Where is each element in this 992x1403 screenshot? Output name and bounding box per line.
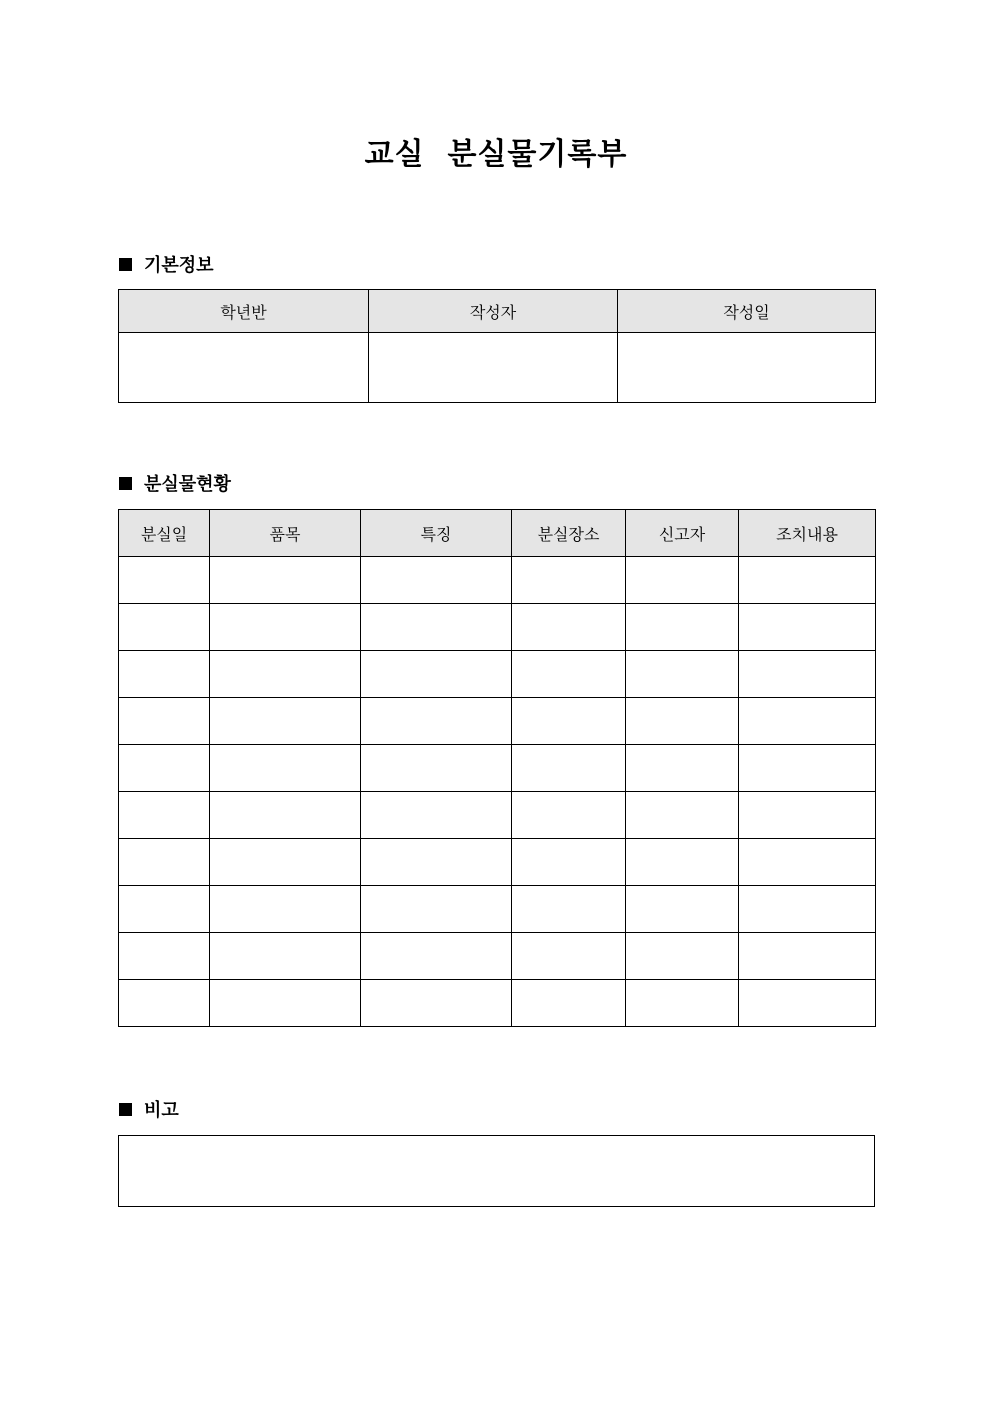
column-header-action: 조치내용: [739, 510, 876, 557]
action-cell[interactable]: [739, 839, 876, 886]
table-row: [119, 980, 876, 1027]
action-cell[interactable]: [739, 745, 876, 792]
lost-date-cell[interactable]: [119, 792, 210, 839]
table-row: [119, 604, 876, 651]
section-heading-label: 기본정보: [144, 255, 214, 276]
table-row: [119, 792, 876, 839]
lost-items-table: [118, 509, 876, 1027]
lost-date-cell[interactable]: [119, 839, 210, 886]
reporter-cell[interactable]: [626, 792, 739, 839]
square-bullet-icon: [119, 477, 132, 490]
item-cell[interactable]: [210, 886, 361, 933]
location-cell[interactable]: [512, 886, 626, 933]
table-row: [119, 651, 876, 698]
action-cell[interactable]: [739, 651, 876, 698]
date-cell[interactable]: [618, 333, 876, 403]
location-cell[interactable]: [512, 557, 626, 604]
location-cell[interactable]: [512, 792, 626, 839]
action-cell[interactable]: [739, 698, 876, 745]
column-header-author: 작성자: [369, 290, 618, 333]
lost-date-cell[interactable]: [119, 980, 210, 1027]
author-cell[interactable]: [369, 333, 618, 403]
reporter-cell[interactable]: [626, 839, 739, 886]
item-cell[interactable]: [210, 745, 361, 792]
item-cell[interactable]: [210, 557, 361, 604]
column-header-lost-date: 분실일: [119, 510, 210, 557]
location-cell[interactable]: [512, 698, 626, 745]
column-header-class: 학년반: [119, 290, 369, 333]
square-bullet-icon: [119, 1103, 132, 1116]
lost-date-cell[interactable]: [119, 745, 210, 792]
lost-date-cell[interactable]: [119, 933, 210, 980]
item-cell[interactable]: [210, 698, 361, 745]
features-cell[interactable]: [361, 792, 512, 839]
lost-date-cell[interactable]: [119, 557, 210, 604]
section-heading-label: 비고: [144, 1100, 179, 1121]
action-cell[interactable]: [739, 557, 876, 604]
lost-date-cell[interactable]: [119, 604, 210, 651]
page-title: 교실 분실물기록부: [364, 137, 628, 172]
column-header-features: 특징: [361, 510, 512, 557]
action-cell[interactable]: [739, 980, 876, 1027]
features-cell[interactable]: [361, 886, 512, 933]
section-heading-basic: [119, 251, 214, 277]
column-header-location: 분실장소: [512, 510, 626, 557]
reporter-cell[interactable]: [626, 604, 739, 651]
features-cell[interactable]: [361, 980, 512, 1027]
lost-date-cell[interactable]: [119, 886, 210, 933]
table-row: [119, 698, 876, 745]
item-cell[interactable]: [210, 980, 361, 1027]
table-row: [119, 886, 876, 933]
item-cell[interactable]: [210, 604, 361, 651]
location-cell[interactable]: [512, 933, 626, 980]
features-cell[interactable]: [361, 745, 512, 792]
section-heading-remarks: [119, 1096, 179, 1122]
lost-date-cell[interactable]: [119, 698, 210, 745]
location-cell[interactable]: [512, 839, 626, 886]
reporter-cell[interactable]: [626, 698, 739, 745]
features-cell[interactable]: [361, 557, 512, 604]
action-cell[interactable]: [739, 604, 876, 651]
location-cell[interactable]: [512, 651, 626, 698]
features-cell[interactable]: [361, 651, 512, 698]
item-cell[interactable]: [210, 933, 361, 980]
square-bullet-icon: [119, 258, 132, 271]
reporter-cell[interactable]: [626, 557, 739, 604]
column-header-reporter: 신고자: [626, 510, 739, 557]
reporter-cell[interactable]: [626, 886, 739, 933]
table-row: [119, 933, 876, 980]
table-row: [119, 745, 876, 792]
class-cell[interactable]: [119, 333, 369, 403]
features-cell[interactable]: [361, 604, 512, 651]
section-heading-lost: [119, 470, 231, 496]
location-cell[interactable]: [512, 745, 626, 792]
item-cell[interactable]: [210, 651, 361, 698]
column-header-date: 작성일: [618, 290, 876, 333]
item-cell[interactable]: [210, 839, 361, 886]
action-cell[interactable]: [739, 933, 876, 980]
reporter-cell[interactable]: [626, 651, 739, 698]
action-cell[interactable]: [739, 792, 876, 839]
reporter-cell[interactable]: [626, 933, 739, 980]
basic-info-table: [118, 289, 876, 403]
reporter-cell[interactable]: [626, 980, 739, 1027]
features-cell[interactable]: [361, 698, 512, 745]
lost-date-cell[interactable]: [119, 651, 210, 698]
table-row: [119, 557, 876, 604]
table-row: [119, 839, 876, 886]
section-heading-label: 분실물현황: [144, 474, 231, 495]
item-cell[interactable]: [210, 792, 361, 839]
location-cell[interactable]: [512, 604, 626, 651]
location-cell[interactable]: [512, 980, 626, 1027]
reporter-cell[interactable]: [626, 745, 739, 792]
features-cell[interactable]: [361, 933, 512, 980]
features-cell[interactable]: [361, 839, 512, 886]
action-cell[interactable]: [739, 886, 876, 933]
remarks-box[interactable]: [118, 1135, 875, 1207]
column-header-item: 품목: [210, 510, 361, 557]
